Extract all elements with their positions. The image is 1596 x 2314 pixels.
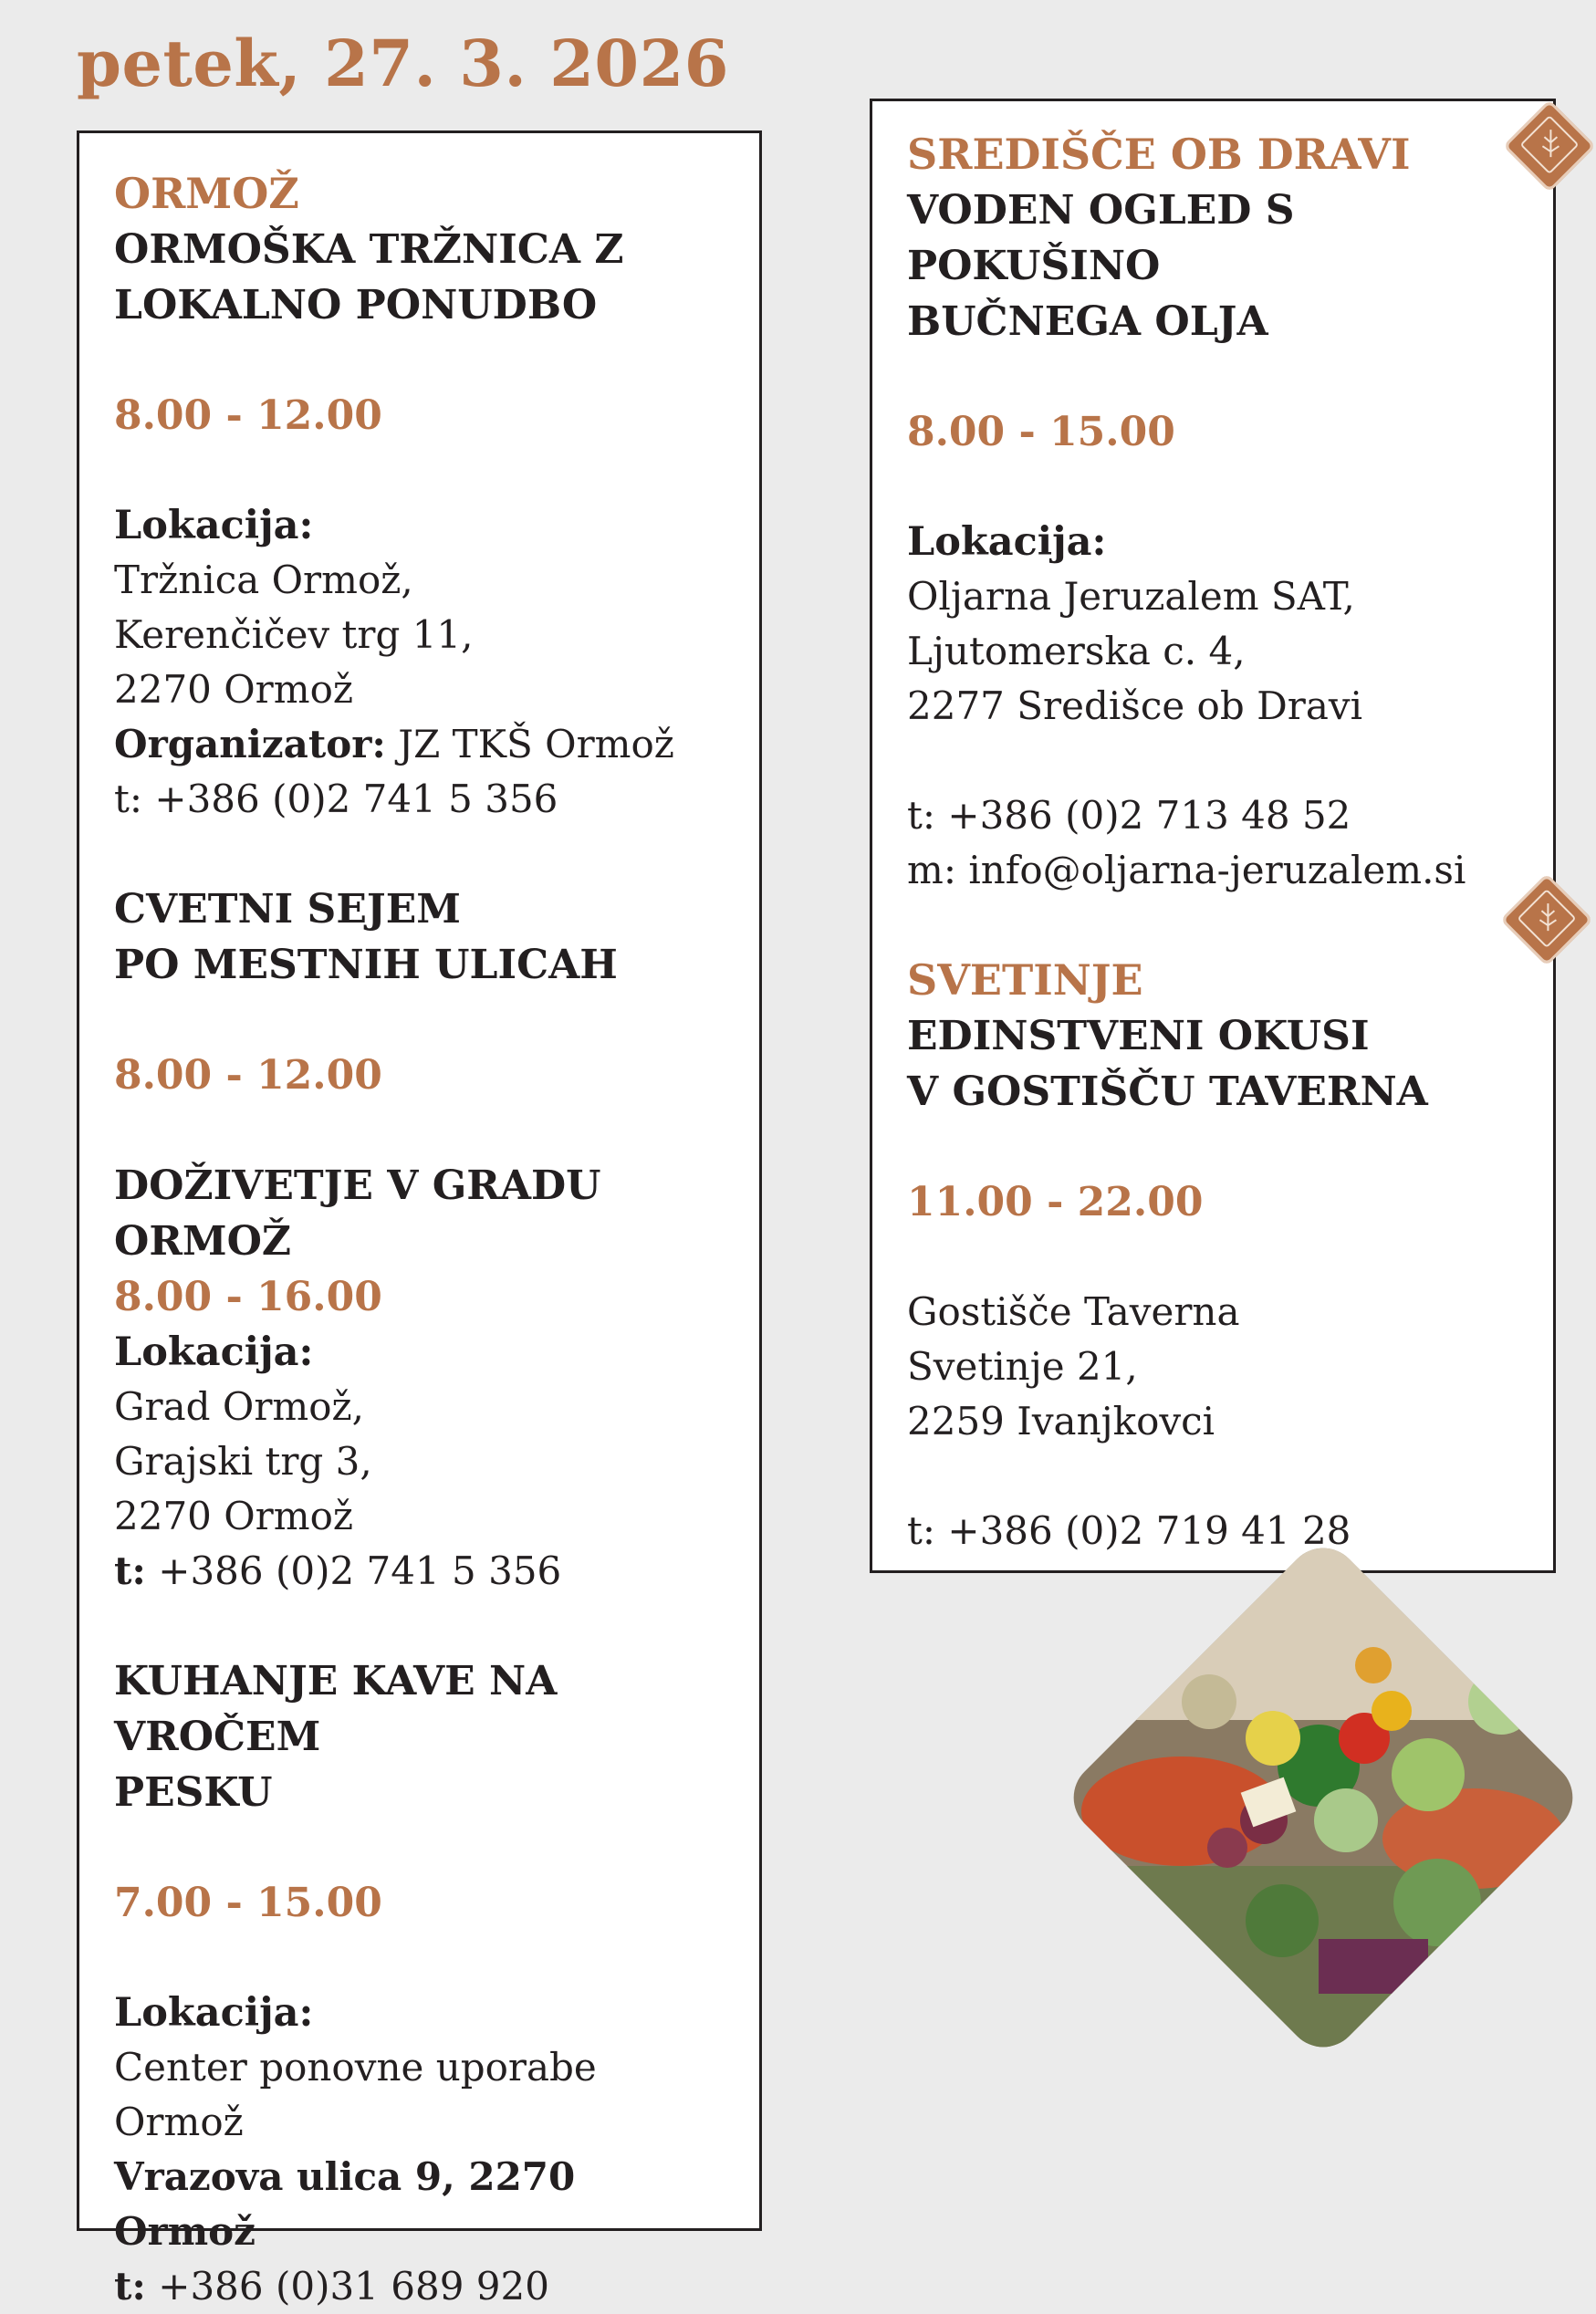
phone-label: t:: [114, 2264, 146, 2309]
address-line: 2259 Ivanjkovci: [907, 1399, 1215, 1444]
page-date: petek, 27. 3. 2026: [77, 26, 730, 101]
event-cvetni-sejem: [114, 881, 725, 1103]
address-line: Gostišče Taverna: [907, 1289, 1240, 1334]
address-line: Grad Ormož,: [114, 1384, 365, 1429]
address-line: Svetinje 21,: [907, 1344, 1138, 1389]
event-title-line: LOKALNO PONUDBO: [114, 282, 598, 328]
event-title-line: DOŽIVETJE V GRADU: [114, 1162, 601, 1209]
phone-line: [114, 1544, 725, 1599]
location-label: Lokacija:: [907, 519, 1107, 565]
event-grad-ormoz: [114, 1158, 725, 1599]
event-place: SVETINJE: [907, 955, 1143, 1005]
address-line: 2277 Središce ob Dravi: [907, 683, 1363, 728]
event-title-line: PESKU: [114, 1769, 273, 1816]
event-title-line: V GOSTIŠČU TAVERNA: [907, 1068, 1428, 1115]
event-taverna: [907, 953, 1518, 1558]
organizer-value: JZ TKŠ Ormož: [385, 722, 674, 766]
location-label: Lokacija:: [114, 1329, 314, 1375]
organizer-label: Organizator:: [114, 722, 386, 766]
event-title-line: PO MESTNIH ULICAH: [114, 942, 618, 988]
event-trznica: [114, 166, 725, 827]
address-line: Grajski trg 3,: [114, 1439, 372, 1484]
event-title-line: BUČNEGA OLJA: [907, 298, 1268, 345]
event-time: 8.00 - 12.00: [114, 1052, 382, 1099]
phone-label: t:: [114, 1548, 146, 1593]
event-title-line: VODEN OGLED S POKUŠINO: [907, 187, 1295, 289]
event-oljarna: [907, 127, 1518, 898]
phone-line: t: +386 (0)2 713 48 52: [907, 793, 1351, 838]
event-time: 8.00 - 15.00: [907, 409, 1175, 455]
event-place: ORMOŽ: [114, 169, 299, 218]
events-column-right: [870, 99, 1556, 1573]
address-line: Tržnica Ormož,: [114, 558, 413, 602]
phone-value: +386 (0)31 689 920: [145, 2264, 549, 2309]
address-line: Center ponovne uporabe: [114, 2045, 597, 2090]
address-line: Oljarna Jeruzalem SAT,: [907, 574, 1355, 619]
phone-line: t: +386 (0)2 719 41 28: [907, 1508, 1351, 1553]
event-time: 7.00 - 15.00: [114, 1880, 382, 1926]
address-line: 2270 Ormož: [114, 667, 353, 712]
address-line: Kerenčičev trg 11,: [114, 612, 474, 657]
event-title-line: KUHANJE KAVE NA VROČEM: [114, 1658, 558, 1760]
event-title-line: ORMOŠKA TRŽNICA Z: [114, 226, 624, 273]
location-label: Lokacija:: [114, 503, 314, 548]
events-column-left: [77, 130, 762, 2309]
phone-value: +386 (0)2 741 5 356: [145, 1548, 562, 1593]
address-line: Ljutomerska c. 4,: [907, 629, 1246, 673]
organizer-line: [114, 717, 725, 772]
event-time: 8.00 - 12.00: [114, 392, 382, 439]
address-line: Vrazova ulica 9, 2270 Ormož: [114, 2154, 576, 2254]
event-kuhanje-kave: [114, 1653, 725, 2314]
address-line: Ormož: [114, 2100, 244, 2144]
phone-line: t: +386 (0)2 741 5 356: [114, 777, 558, 821]
event-title-line: EDINSTVENI OKUSI: [907, 1013, 1370, 1059]
phone-line: [114, 2259, 725, 2314]
event-time: 11.00 - 22.00: [907, 1179, 1204, 1225]
location-label: Lokacija:: [114, 1990, 314, 2036]
event-time: 8.00 - 16.00: [114, 1274, 382, 1320]
event-title-line: CVETNI SEJEM: [114, 886, 461, 933]
address-line: 2270 Ormož: [114, 1494, 353, 1538]
event-place: SREDIŠČE OB DRAVI: [907, 130, 1411, 179]
event-title-line: ORMOŽ: [114, 1218, 292, 1265]
vegetables-photo: [1059, 1533, 1588, 2062]
email-line: m: info@oljarna-jeruzalem.si: [907, 848, 1466, 892]
